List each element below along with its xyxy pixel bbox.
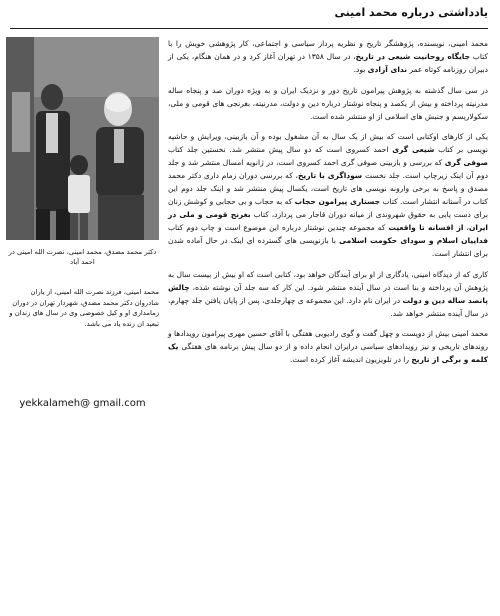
- emphasized-title: بغرنج قومی و ملی در ایران: [168, 210, 488, 232]
- emphasized-title: جایگاه روحانیت شیعی در تاریخ: [355, 52, 471, 61]
- article-paragraph: [168, 130, 488, 260]
- emphasized-title: فداییان اسلام و سودای حکومت اسلامی: [338, 236, 489, 245]
- emphasized-title: سوداگری با تاریخ: [297, 171, 363, 180]
- text-run: بود.: [353, 65, 368, 74]
- text-run: در سی سال گذشته به پژوهش پیرامون تاریخ دور و نزدیک ایران و به ویژه دوران صد و پنجاه ساله مدرنیته پرداخته و بیش از یکصد و پنجاه نوشتار درباره دین و دولت، مدرنیته، بغرنجی های قومی و ملی، سکولاریسم و جنبش های اسلامی از او منتشر شده است.: [168, 85, 488, 121]
- photo-caption: دکتر محمد مصدق، محمد امینی، نصرت الله امینی در احمد آباد: [8, 248, 157, 266]
- title-divider: [10, 28, 488, 29]
- article-paragraph: [168, 37, 488, 76]
- historical-photo: [6, 37, 159, 240]
- emphasized-title: ندای آزادی: [367, 65, 408, 74]
- emphasized-title: یک کلمه و برگی از تاریخ: [168, 342, 488, 364]
- text-run: محمد امینی بیش از دویست و چهل گفت و گوی رادیویی هفتگی با آقای حسین مهری پیرامون رویدادها و روندهای تاریخی و نیز رویدادهای سیاسی درایران انجام داده و از دو سال پیش برنامه های هفتگی: [168, 329, 488, 351]
- article-paragraph: [168, 84, 488, 123]
- text-run: که به حجاب و بی حجابی و کوشش زنان برای دست یابی به حقوق شهروندی از میانه دوران قاجار می پردازد، کتاب: [168, 197, 488, 219]
- text-run: ، در سال ۱۳۵۸ در تهران آغاز کرد و در همان هنگام، یکی از دبیران روزنامه کوتاه عمر: [168, 52, 488, 74]
- emphasized-title: جستاری پیرامون حجاب: [294, 197, 381, 206]
- page-title: یادداشتی درباره محمد امینی: [334, 6, 488, 19]
- text-run: احمد کسروی است که دو سال پیش منتشر شد. نخستین جلد کتاب: [168, 145, 393, 154]
- text-run: در ایران نام دارد. این مجموعه ی چهارجلدی، پس از پایان یافتن جلد چهارم، در سال آینده منتشر خواهد شد.: [168, 295, 488, 318]
- text-run: را در تلویزیون اندیشه آغاز کرده است.: [289, 355, 412, 364]
- text-run: ، که بررسی دوران زمام داری دکتر محمد مصدق و پاسخ به برخی وارونه نویسی های تاریخ است، یکسال پیش منتشر شد و اینک جلد دوم این کتاب در آستانه انتشار است. کتاب: [168, 171, 488, 206]
- emphasized-title: از افسانه تا واقعیت: [388, 223, 464, 232]
- article-body: [168, 37, 488, 374]
- text-run: که مجموعه چندین نوشتار درباره این موضوع است و چاپ دوم کتاب: [168, 223, 389, 232]
- text-run: کاری که از دیدگاه امینی، یادگاری از او برای آیندگان خواهد بود، کتابی است که او بیش از بیست سال به پژوهش آن پرداخته و بنا است در سال آینده منتشر شود. این کار که سه جلد آن نوشته شده،: [168, 269, 488, 292]
- text-run: که بررسی و بازبینی صوفی گری احمد کسروی است، در ژانویه امسال منتشر شد و جلد دوم آن اینک زیرچاپ است. جلد نخست: [168, 158, 488, 180]
- author-bio: محمد امینی، فرزند نصرت الله امینی، از یاران شادروان دکتر محمد مصدق، شهردار تهران در دوران زمامداری او و کیل خصوصی وی در سال های زندان و تبعید ان زنده یاد می باشد.: [9, 288, 159, 328]
- contact-email[interactable]: yekkalameh@ gmail.com: [19, 398, 146, 409]
- emphasized-title: چالش پانصد ساله دین و دولت: [168, 282, 488, 305]
- article-paragraph: [168, 327, 488, 366]
- text-run: محمد امینی، نویسنده، پژوهشگر تاریخ و نظریه پرداز سیاسی و اجتماعی، کار پژوهشی خویش را با کتاب: [168, 39, 488, 61]
- photo-illustration: [6, 37, 159, 240]
- emphasized-title: صوفی گری: [444, 158, 488, 167]
- text-run: با بازنویسی های گسترده ای اینک در حال آماده شدن برای انتشار است.: [168, 236, 488, 258]
- text-run: ،: [463, 223, 469, 232]
- article-paragraph: [168, 268, 488, 320]
- text-run: یکی از کارهای اوکتابی است که بیش از یک سال به آن مشغول بوده و آن بازبینی، ویرایش و حاشیه نویسی بر کتاب: [168, 132, 488, 154]
- emphasized-title: شیعی گری: [392, 145, 435, 154]
